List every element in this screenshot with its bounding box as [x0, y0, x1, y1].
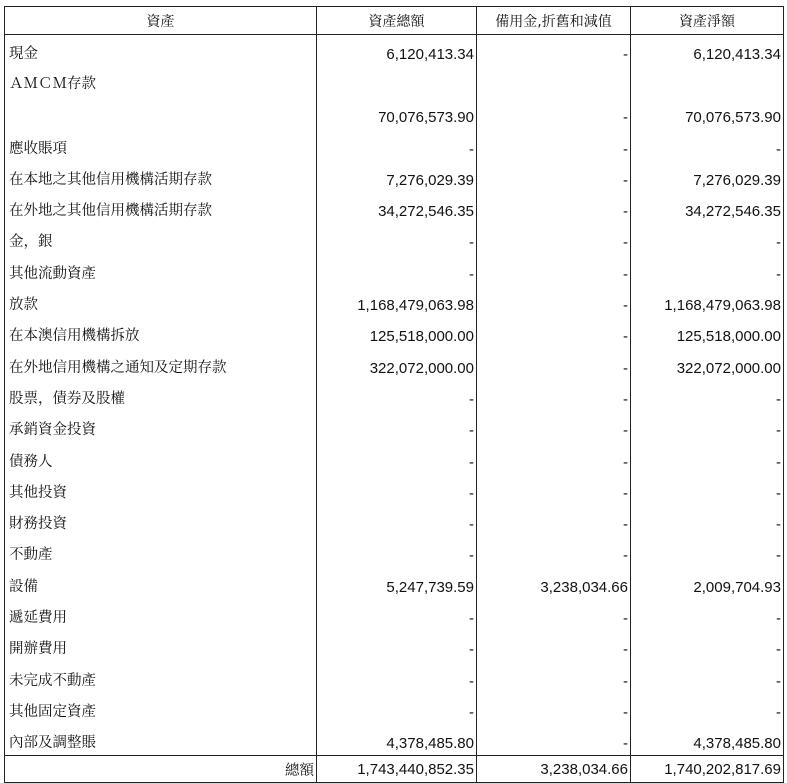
- row-net: 7,276,029.39: [631, 161, 784, 192]
- row-provision: -: [477, 129, 631, 160]
- row-net: 322,072,000.00: [631, 348, 784, 379]
- row-gross: -: [317, 474, 477, 505]
- row-provision: 3,238,034.66: [477, 567, 631, 598]
- row-provision: -: [477, 192, 631, 223]
- row-gross: 4,378,485.80: [317, 724, 477, 756]
- row-gross: -: [317, 505, 477, 536]
- row-label: 在外地之其他信用機構活期存款: [5, 192, 317, 223]
- table-row: [5, 35, 784, 67]
- row-label: 不動產: [5, 536, 317, 567]
- row-net: -: [631, 474, 784, 505]
- row-gross: -: [317, 380, 477, 411]
- row-net: -: [631, 693, 784, 724]
- total-label: 總額: [5, 756, 317, 783]
- row-gross: -: [317, 599, 477, 630]
- header-net-amount: 資產淨額: [631, 7, 784, 35]
- row-label: 在本地之其他信用機構活期存款: [5, 161, 317, 192]
- row-net: 4,378,485.80: [631, 724, 784, 756]
- row-label: 其他投資: [5, 474, 317, 505]
- row-provision: -: [477, 348, 631, 379]
- row-label: ＡＭＣＭ存款: [5, 66, 317, 129]
- row-provision: -: [477, 693, 631, 724]
- row-provision: -: [477, 380, 631, 411]
- row-gross: 70,076,573.90: [317, 66, 477, 129]
- table-row: [5, 411, 784, 442]
- row-net: 2,009,704.93: [631, 567, 784, 598]
- row-gross: -: [317, 693, 477, 724]
- header-asset: 資產: [5, 7, 317, 35]
- table-row: [5, 599, 784, 630]
- row-provision: -: [477, 223, 631, 254]
- row-provision: -: [477, 286, 631, 317]
- row-label: 財務投資: [5, 505, 317, 536]
- row-net: -: [631, 129, 784, 160]
- row-label: 在本澳信用機構拆放: [5, 317, 317, 348]
- row-net: 34,272,546.35: [631, 192, 784, 223]
- table-row: [5, 724, 784, 756]
- table-row: [5, 567, 784, 598]
- table-row: [5, 192, 784, 223]
- row-net: -: [631, 661, 784, 692]
- table-row: [5, 536, 784, 567]
- row-provision: -: [477, 254, 631, 285]
- row-label: 未完成不動產: [5, 661, 317, 692]
- row-net: 6,120,413.34: [631, 35, 784, 67]
- row-provision: -: [477, 411, 631, 442]
- table-row: [5, 505, 784, 536]
- row-net: -: [631, 599, 784, 630]
- row-label: 承銷資金投資: [5, 411, 317, 442]
- row-gross: -: [317, 536, 477, 567]
- row-gross: 34,272,546.35: [317, 192, 477, 223]
- row-net: -: [631, 536, 784, 567]
- row-gross: -: [317, 661, 477, 692]
- row-net: -: [631, 630, 784, 661]
- row-net: -: [631, 505, 784, 536]
- row-label: 應收賬項: [5, 129, 317, 160]
- row-label: 內部及調整賬: [5, 724, 317, 756]
- row-label: 股票，債券及股權: [5, 380, 317, 411]
- table-row: [5, 380, 784, 411]
- row-label: 金，銀: [5, 223, 317, 254]
- table-row: [5, 317, 784, 348]
- row-gross: -: [317, 411, 477, 442]
- row-gross: -: [317, 442, 477, 473]
- row-net: 125,518,000.00: [631, 317, 784, 348]
- header-gross-amount: 資產總額: [317, 7, 477, 35]
- table-row: [5, 254, 784, 285]
- header-provisions: 備用金,折舊和減值: [477, 7, 631, 35]
- row-provision: -: [477, 724, 631, 756]
- row-label: 在外地信用機構之通知及定期存款: [5, 348, 317, 379]
- row-provision: -: [477, 161, 631, 192]
- total-row: [5, 756, 784, 783]
- row-label: 其他流動資產: [5, 254, 317, 285]
- table-row: [5, 693, 784, 724]
- row-net: -: [631, 442, 784, 473]
- row-provision: -: [477, 317, 631, 348]
- total-provision: 3,238,034.66: [477, 756, 631, 783]
- row-label: 放款: [5, 286, 317, 317]
- row-provision: -: [477, 442, 631, 473]
- row-gross: 5,247,739.59: [317, 567, 477, 598]
- row-gross: 1,168,479,063.98: [317, 286, 477, 317]
- row-label: 債務人: [5, 442, 317, 473]
- row-gross: 7,276,029.39: [317, 161, 477, 192]
- row-provision: -: [477, 505, 631, 536]
- row-label: 開辦費用: [5, 630, 317, 661]
- table-row: [5, 630, 784, 661]
- row-provision: -: [477, 630, 631, 661]
- header-row: [5, 7, 784, 35]
- row-provision: -: [477, 536, 631, 567]
- row-gross: 125,518,000.00: [317, 317, 477, 348]
- row-gross: 6,120,413.34: [317, 35, 477, 67]
- row-net: -: [631, 380, 784, 411]
- row-net: -: [631, 411, 784, 442]
- row-provision: -: [477, 661, 631, 692]
- table-body: [5, 35, 784, 783]
- table-row: [5, 474, 784, 505]
- table-row: [5, 661, 784, 692]
- row-provision: -: [477, 35, 631, 67]
- row-label: 遞延費用: [5, 599, 317, 630]
- row-label: 現金: [5, 35, 317, 67]
- row-provision: -: [477, 66, 631, 129]
- table-row: [5, 442, 784, 473]
- row-net: 70,076,573.90: [631, 66, 784, 129]
- row-net: 1,168,479,063.98: [631, 286, 784, 317]
- row-gross: -: [317, 254, 477, 285]
- total-net: 1,740,202,817.69: [631, 756, 784, 783]
- table-row: [5, 161, 784, 192]
- row-gross: 322,072,000.00: [317, 348, 477, 379]
- row-gross: -: [317, 129, 477, 160]
- table-row: [5, 348, 784, 379]
- row-gross: -: [317, 223, 477, 254]
- row-net: -: [631, 254, 784, 285]
- row-label: 設備: [5, 567, 317, 598]
- row-gross: -: [317, 630, 477, 661]
- assets-table: [4, 6, 784, 783]
- table-row: [5, 66, 784, 129]
- table-row: [5, 129, 784, 160]
- total-gross: 1,743,440,852.35: [317, 756, 477, 783]
- row-provision: -: [477, 474, 631, 505]
- row-provision: -: [477, 599, 631, 630]
- row-net: -: [631, 223, 784, 254]
- table-row: [5, 286, 784, 317]
- table-row: [5, 223, 784, 254]
- row-label: 其他固定資產: [5, 693, 317, 724]
